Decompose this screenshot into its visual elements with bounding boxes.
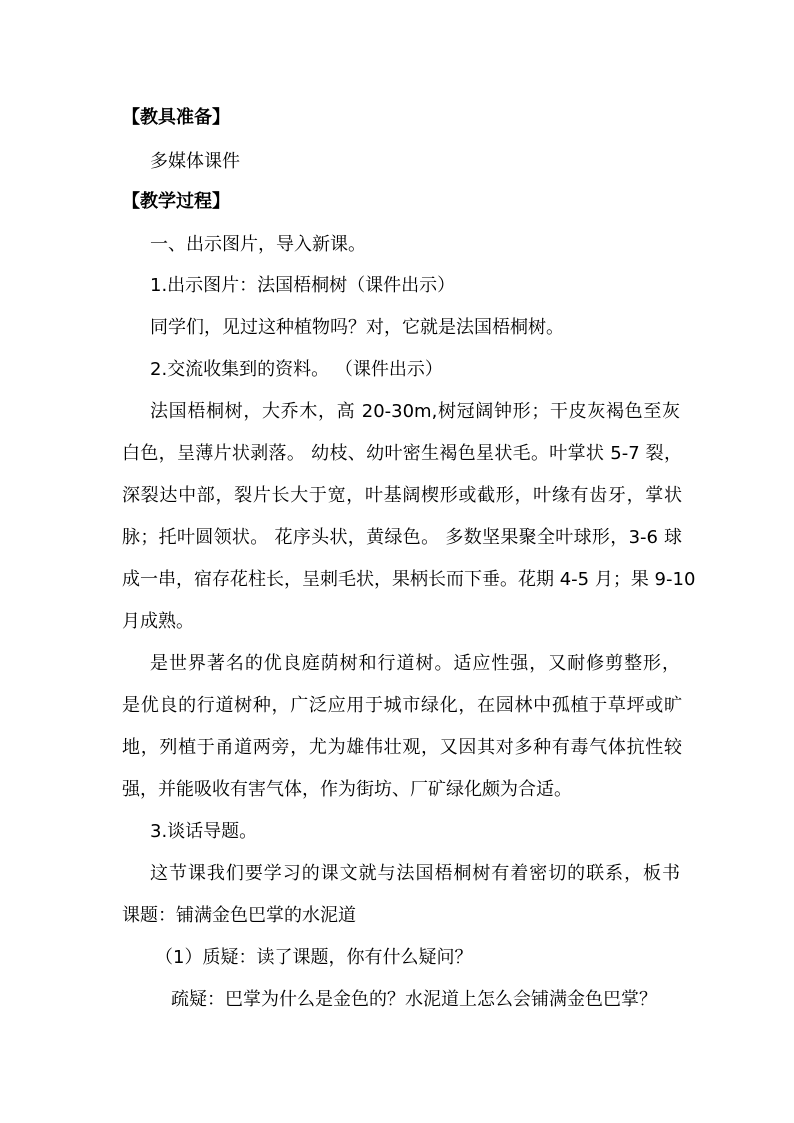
paragraph-line: 强，并能吸收有害气体，作为街坊、厂矿绿化颇为合适。 (122, 779, 572, 800)
step-2: 2.交流收集到的资料。 （课件出示） (150, 359, 443, 380)
paragraph-line: 这节课我们要学习的课文就与法国梧桐树有着密切的联系，板书 (150, 863, 680, 884)
paragraph-line: 地，列植于甬道两旁，尤为雄伟壮观，又因其对多种有毒气体抗性较 (122, 737, 682, 758)
sub-answer: 疏疑：巴掌为什么是金色的？水泥道上怎么会铺满金色巴掌？ (171, 989, 657, 1010)
paragraph-line: 是世界著名的优良庭荫树和行道树。适应性强，又耐修剪整形， (150, 653, 680, 674)
question-line: 同学们，见过这种植物吗？对，它就是法国梧桐树。 (150, 317, 564, 338)
section-heading-process: 【教学过程】 (122, 191, 230, 212)
paragraph-line: 课题：铺满金色巴掌的水泥道 (122, 905, 356, 926)
paragraph-line: 深裂达中部，裂片长大于宽，叶基阔楔形或截形，叶缘有齿牙，掌状 (122, 485, 682, 506)
paragraph-line: 成一串，宿存花柱长，呈刺毛状，果柄长而下垂。花期 4-5 月；果 9-10 (122, 569, 696, 590)
section-heading-materials: 【教具准备】 (122, 107, 230, 128)
step-3: 3.谈话导题。 (150, 821, 258, 842)
sub-question: （1）质疑：读了课题，你有什么疑问？ (155, 947, 473, 968)
materials-text: 多媒体课件 (150, 151, 240, 172)
paragraph-line: 脉；托叶圆领状。 花序头状，黄绿色。 多数坚果聚全叶球形，3-6 球 (122, 527, 682, 548)
step-1: 1.出示图片：法国梧桐树（课件出示） (150, 275, 456, 296)
section-intro: 一、出示图片，导入新课。 (150, 234, 366, 255)
paragraph-line: 是优良的行道树种，广泛应用于城市绿化，在园林中孤植于草坪或旷 (122, 695, 682, 716)
paragraph-line: 白色，呈薄片状剥落。 幼枝、幼叶密生褐色星状毛。叶掌状 5-7 裂， (122, 443, 682, 464)
paragraph-line: 月成熟。 (122, 611, 194, 632)
paragraph-line: 法国梧桐树，大乔木，高 20-30m,树冠阔钟形；干皮灰褐色至灰 (150, 401, 680, 422)
